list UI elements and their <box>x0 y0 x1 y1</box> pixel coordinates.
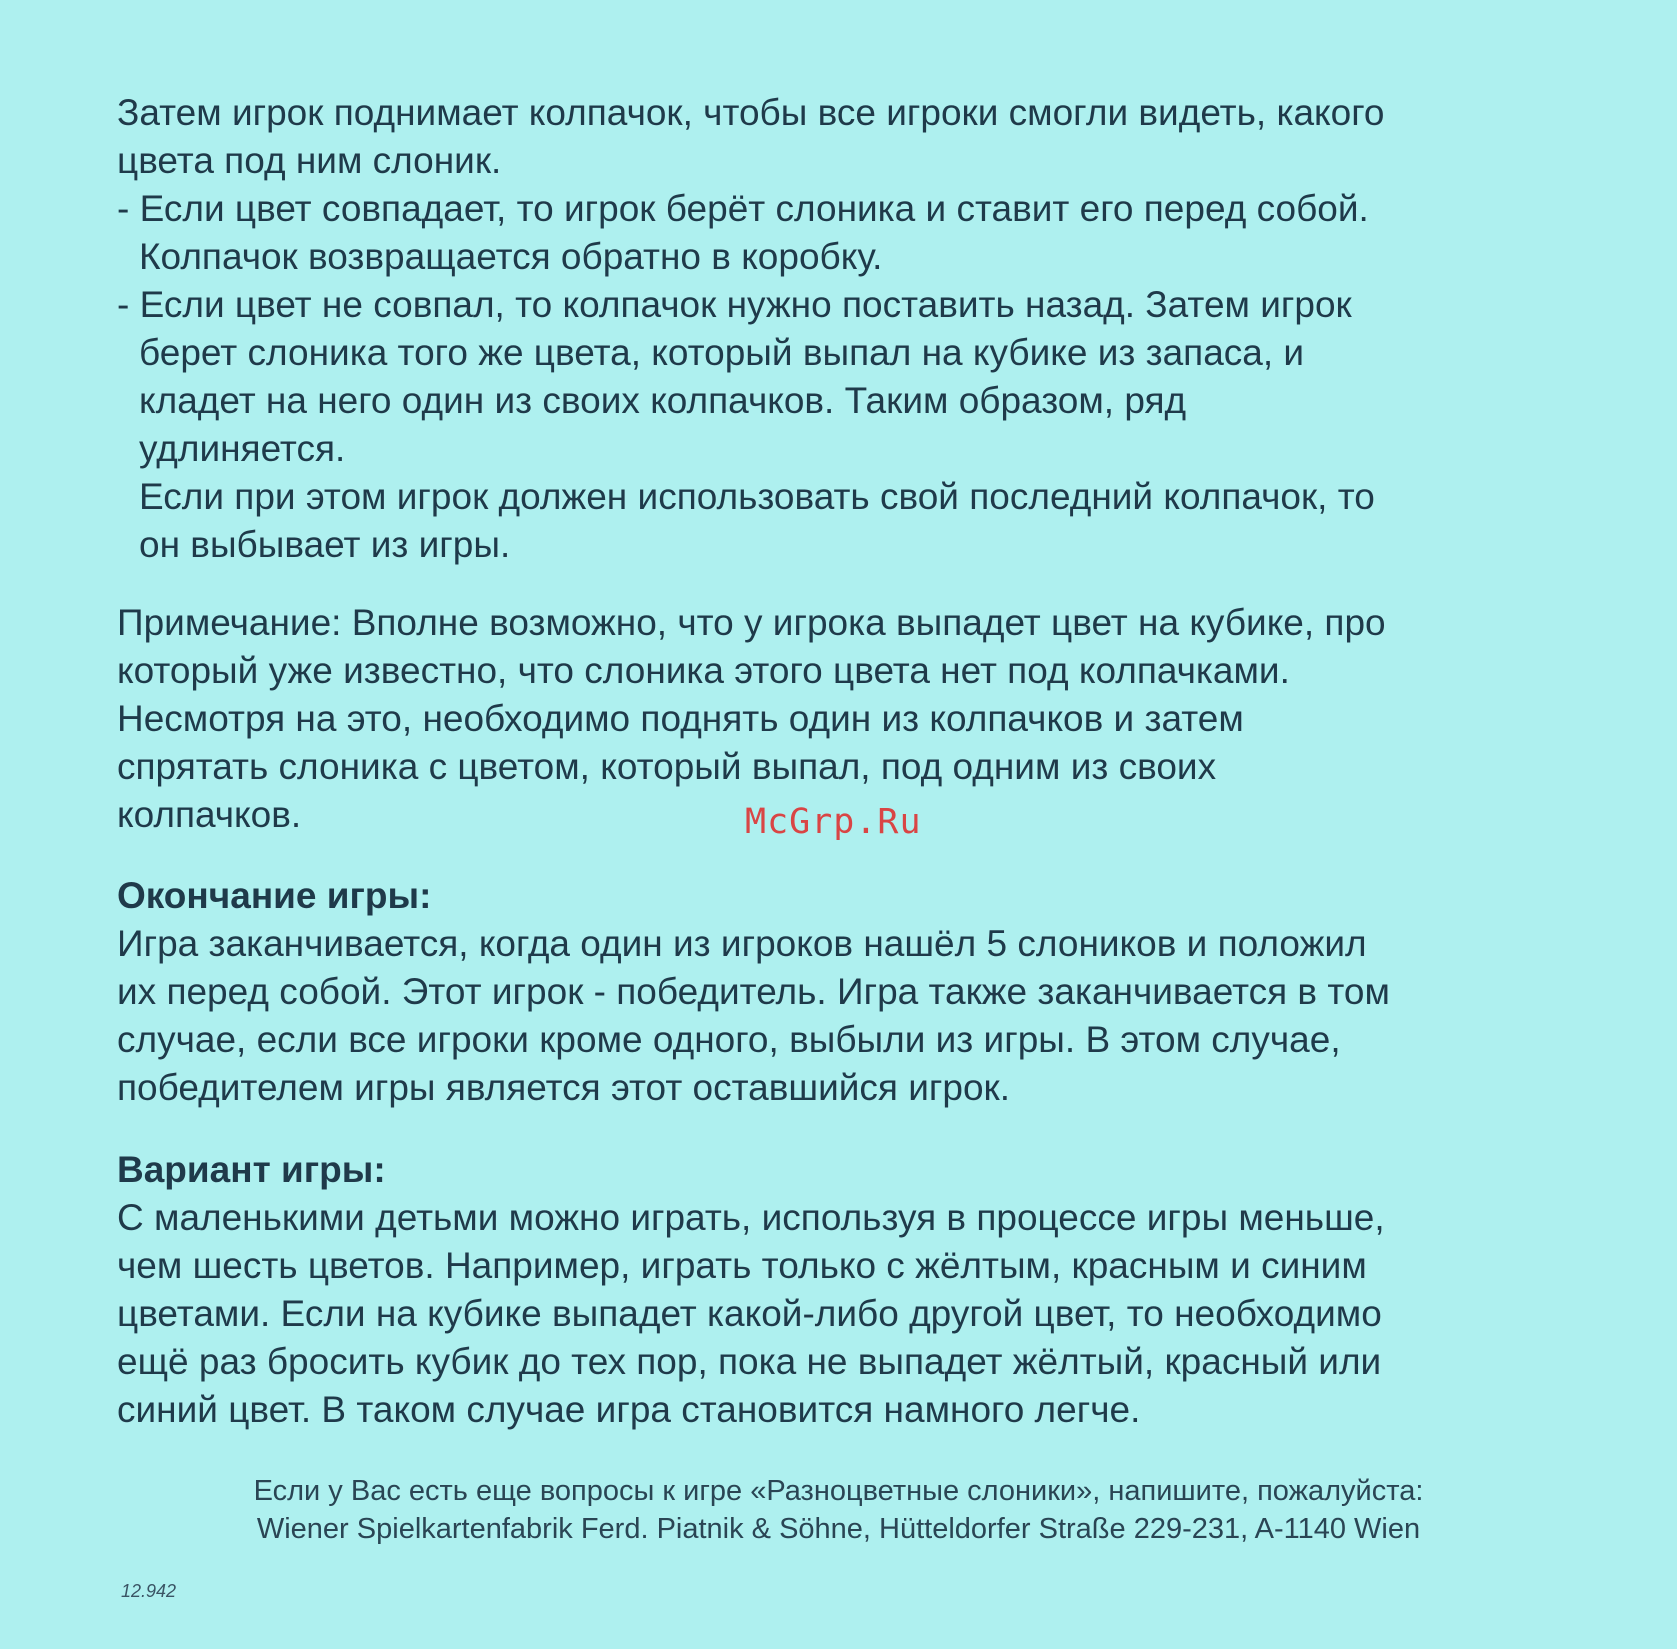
rules-bullet-match: - Если цвет совпадает, то игрок берёт слоника и ставит его перед собой. <box>117 188 1369 229</box>
footer-question-line: Если у Вас есть еще вопросы к игре «Разноцветные слоники», напишите, пожалуйста: <box>253 1475 1424 1507</box>
rules-line: Колпачок возвращается обратно в коробку. <box>139 236 883 277</box>
game-end-line: Игра заканчивается, когда один из игроков нашёл 5 слоников и положил <box>117 923 1367 964</box>
rules-line: удлиняется. <box>139 428 346 469</box>
variant-line: синий цвет. В таком случае игра становится намного легче. <box>117 1389 1141 1430</box>
rules-line: кладет на него один из своих колпачков. Таким образом, ряд <box>139 380 1187 421</box>
game-end-line: победителем игры является этот оставшийся игрок. <box>117 1067 1011 1108</box>
note-line: Примечание: Вполне возможно, что у игрока выпадет цвет на кубике, про <box>117 602 1386 643</box>
rules-line: берет слоника того же цвета, который выпал на кубике из запаса, и <box>139 332 1305 373</box>
product-code: 12.942 <box>121 1581 177 1601</box>
watermark: McGrp.Ru <box>745 802 922 842</box>
game-end-line: случае, если все игроки кроме одного, выбыли из игры. В этом случае, <box>117 1019 1341 1060</box>
rules-bullet-mismatch: - Если цвет не совпал, то колпачок нужно поставить назад. Затем игрок <box>117 284 1352 325</box>
contact-footer <box>0 1472 1677 1548</box>
footer-address-line: Wiener Spielkartenfabrik Ferd. Piatnik & Söhne, Hütteldorfer Straße 229-231, A-1140 Wien <box>256 1513 1421 1545</box>
rules-line: Затем игрок поднимает колпачок, чтобы все игроки смогли видеть, какого <box>117 92 1385 133</box>
variant-line: чем шесть цветов. Например, играть только с жёлтым, красным и синим <box>117 1245 1367 1286</box>
variant-line: ещё раз бросить кубик до тех пор, пока не выпадет жёлтый, красный или <box>117 1341 1382 1382</box>
rules-paragraph <box>117 89 1577 569</box>
game-end-section <box>117 872 1577 1112</box>
note-line: который уже известно, что слоника этого цвета нет под колпачками. <box>117 650 1290 691</box>
note-line: спрятать слоника с цветом, который выпал, под одним из своих <box>117 746 1217 787</box>
game-end-heading: Окончание игры: <box>117 875 432 916</box>
variant-line: цветами. Если на кубике выпадет какой-либо другой цвет, то необходимо <box>117 1293 1382 1334</box>
note-line: Несмотря на это, необходимо поднять один из колпачков и затем <box>117 698 1244 739</box>
variant-section <box>117 1146 1577 1434</box>
variant-line: С маленькими детьми можно играть, используя в процессе игры меньше, <box>117 1197 1385 1238</box>
variant-heading: Вариант игры: <box>117 1149 386 1190</box>
note-line: колпачков. <box>117 794 302 835</box>
rules-line: Если при этом игрок должен использовать свой последний колпачок, то <box>139 476 1375 517</box>
rules-line: он выбывает из игры. <box>139 524 511 565</box>
rules-line: цвета под ним слоник. <box>117 140 502 181</box>
game-end-line: их перед собой. Этот игрок - победитель. Игра также заканчивается в том <box>117 971 1390 1012</box>
